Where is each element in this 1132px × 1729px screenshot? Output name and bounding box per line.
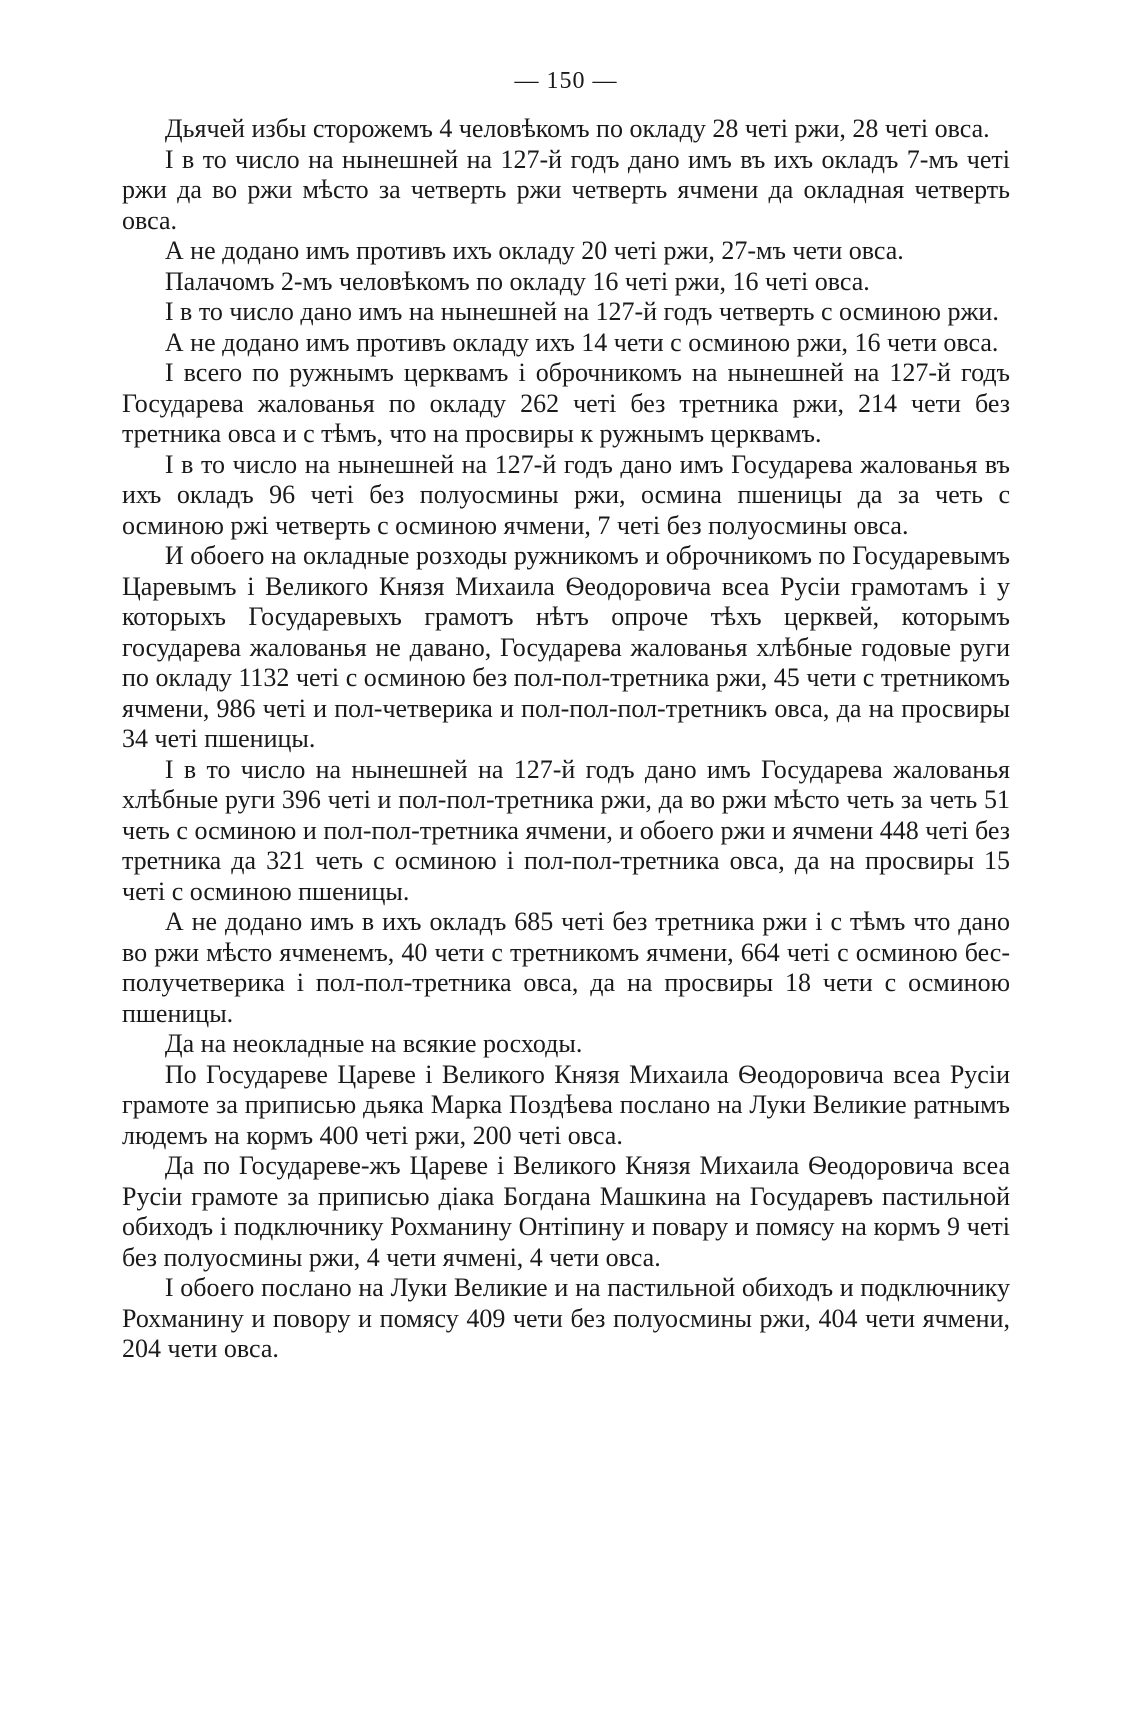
paragraph: І обоего послано на Луки Великие и на пастильной обиходъ и подключнику Рохманину и повору и помясу 409 чети без полуосмины ржи, 404 чети ячмени, 204 чети овса. (122, 1273, 1010, 1363)
page-number: — 150 — (514, 68, 618, 94)
paragraph: І всего по ружнымъ церквамъ і оброчникомъ на нынешней на 127-й годъ Государева жалованья по окладу 262 четі без третника ржи, 214 чети без третника овса и с тѣмъ, что на просвиры к ружнымъ церквамъ. (122, 358, 1010, 448)
paragraph: І в то число дано имъ на нынешней на 127-й годъ четверть с осминою ржи. (164, 297, 999, 326)
book-page (122, 66, 1010, 1365)
paragraph: А не додано имъ противъ окладу ихъ 14 чети с осминою ржи, 16 чети овса. (164, 327, 999, 357)
paragraph: И обоего на окладные розходы ружникомъ и оброчникомъ по Государевымъ Царевымъ і Великого Князя Михаила Ѳеодоровича всеа Русіи грамотамъ і у которыхъ Государевыхъ грамотъ нѣтъ опроче тѣхъ церквей, которымъ государева жалованья не давано, Государева жалованья хлѣбные годовые руги по окладу 1132 четі с осминою без пол-пол-третника ржи, 45 чети с третникомъ ячмени, 986 четі и пол-четверика и пол-пол-пол-третникъ овса, да на просвиры 34 четі пшеницы. (122, 541, 1010, 753)
paragraph: А не додано имъ в ихъ окладъ 685 четі без третника ржи і с тѣмъ что дано во ржи мѣсто ячменемъ, 40 чети с третникомъ ячмени, 664 четі с осминою бес-получетверика і пол-пол-третника овса, да на просвиры 18 чети с осминою пшеницы. (122, 907, 1010, 1028)
paragraph: Дьячей избы сторожемъ 4 человѣкомъ по окладу 28 четі ржи, 28 четі овса. (164, 114, 990, 143)
paragraph: І в то число на нынешней на 127-й годъ дано имъ Государева жалованья въ ихъ окладъ 96 четі без полуосмины ржи, осмина пшеницы да за четь с осминою ржі четверть с осминою ячмени, 7 четі без полуосмины овса. (122, 449, 1010, 540)
paragraph: По Государеве Цареве і Великого Князя Михаила Ѳеодоровича всеа Русіи грамоте за приписью дьяка Марка Поздѣева послано на Луки Великие ратнымъ людемъ на кормъ 400 четі ржи, 200 четі овса. (122, 1059, 1010, 1150)
paragraph: Да по Государеве-жъ Цареве і Великого Князя Михаила Ѳеодоровича всеа Русіи грамоте за приписью діака Богдана Машкина на Государевъ пастильной обиходъ і подключнику Рохманину Онтіпину и повару и помясу на кормъ 9 четі без полуосмины ржи, 4 чети ячмені, 4 чети овса. (122, 1151, 1010, 1272)
paragraph: Да на неокладные на всякие росходы. (164, 1029, 583, 1058)
paragraph: А не додано имъ противъ ихъ окладу 20 четі ржи, 27-мъ чети овса. (164, 236, 904, 265)
page-body (122, 114, 1010, 1365)
paragraph: І в то число на нынешней на 127-й годъ дано имъ въ ихъ окладъ 7-мъ четі ржи да во ржи мѣсто за четверть ржи четверть ячмени да окладная четверть овса. (122, 144, 1010, 235)
paragraph: І в то число на нынешней на 127-й годъ дано имъ Государева жалованья хлѣбные руги 396 четі и пол-пол-третника ржи, да во ржи мѣсто четь за четь 51 четь с осминою и пол-пол-третника ячмени, и обоего ржи и ячмени 448 четі без третника да 321 четь с осминою і пол-пол-третника овса, да на просвиры 15 четі с осминою пшеницы. (122, 754, 1010, 906)
paragraph: Палачомъ 2-мъ человѣкомъ по окладу 16 четі ржи, 16 четі овса. (164, 266, 870, 296)
